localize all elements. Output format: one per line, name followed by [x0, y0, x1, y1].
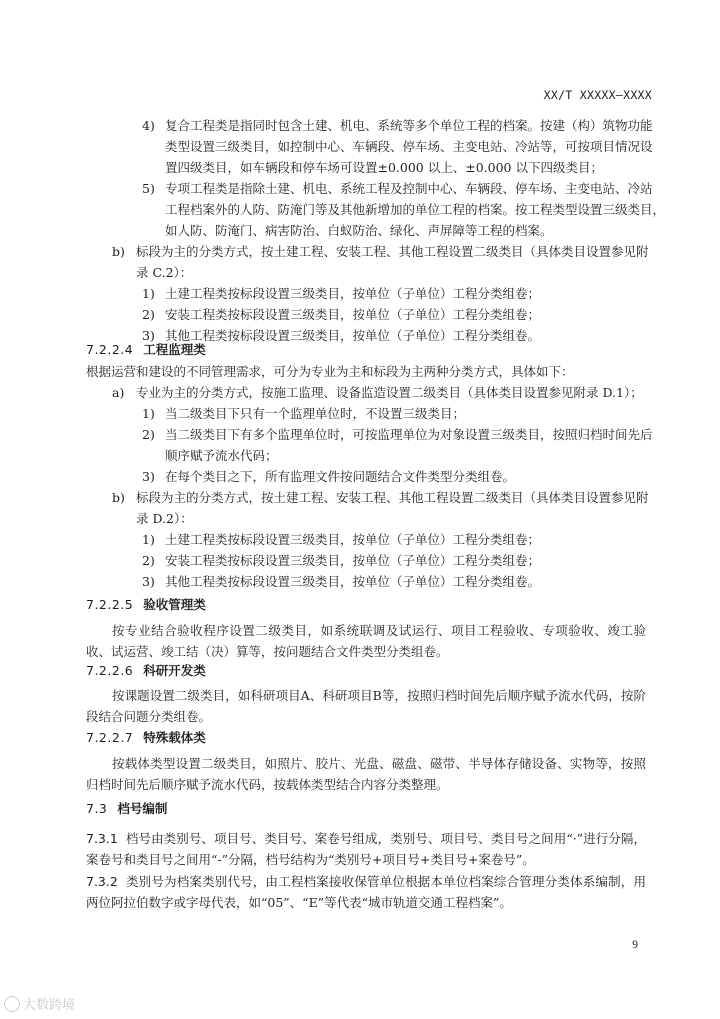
- section-title: 工程监理类: [143, 342, 206, 357]
- paragraph: 根据运营和建设的不同管理需求，可分为专业为主和标段为主两种分类方式，具体如下：: [86, 364, 574, 379]
- section-heading: [86, 339, 206, 360]
- text-line: 专业为主的分类方式，按施工监理、设备监造设置二级类目（具体类目设置参见附录 D.1）；: [136, 385, 643, 400]
- item-number: b): [112, 244, 125, 259]
- logo-icon: [4, 996, 20, 1012]
- text-line: 土建工程类按标段设置三级类目，按单位（子单位）工程分类组卷；: [165, 532, 541, 547]
- standard-code-header: XX/T XXXXX—XXXX: [543, 88, 652, 102]
- text-line: 如人防、防淹门、病害防治、白蚁防治、绿化、声屏障等工程的档案。: [165, 223, 553, 238]
- text-line: 标段为主的分类方式，按土建工程、安装工程、其他工程设置二级类目（具体类目设置参见附: [136, 244, 649, 259]
- section-title: 科研开发类: [143, 663, 206, 678]
- text-line: 其他工程类按标段设置三级类目，按单位（子单位）工程分类组卷。: [165, 574, 541, 589]
- section-heading: [86, 660, 206, 681]
- text-line: 在每个类目之下，所有监理文件按问题结合文件类型分类组卷。: [165, 469, 516, 484]
- item-number: 3): [142, 328, 155, 343]
- section-heading: [86, 798, 167, 819]
- text-line: 土建工程类按标段设置三级类目，按单位（子单位）工程分类组卷；: [165, 286, 541, 301]
- item-number: 5): [142, 181, 155, 196]
- paragraph: 按载体类型设置二级类目，如照片、胶片、光盘、磁盘、磁带、半导体存储设备、实物等，按照归档时间先后顺序赋予流水代码，按载体类型结合内容分类整理。: [86, 756, 646, 792]
- text-line: 当二级类目下有多个监理单位时，可按监理单位为对象设置三级类目，按照归档时间先后: [165, 427, 653, 442]
- text-line: 录 D.2）：: [136, 511, 193, 526]
- item-number: 1): [142, 286, 155, 301]
- section-title: 验收管理类: [143, 597, 206, 612]
- section-heading: [86, 727, 206, 748]
- text-line: 安装工程类按标段设置三级类目，按单位（子单位）工程分类组卷；: [165, 307, 541, 322]
- item-number: 3): [142, 574, 155, 589]
- clause-text: 档号由类别号、项目号、类目号、案卷号组成，类别号、项目号、类目号之间用“·”进行分隔，案卷号和类目号之间用“-”分隔，档号结构为“类别号+项目号+类目号+案卷号”。: [86, 831, 646, 867]
- section-number: 7.2.2.5: [86, 597, 134, 612]
- section-title: 特殊载体类: [143, 730, 206, 745]
- text-line: 顺序赋予流水代码；: [165, 448, 278, 463]
- text-line: 置四级类目，如车辆段和停车场可设置±0.000 以上、±0.000 以下四级类目；: [165, 160, 603, 175]
- section-number: 7.2.2.6: [86, 663, 134, 678]
- text-line: 复合工程类是指同时包含土建、机电、系统等多个单位工程的档案。按建（构）筑物功能: [165, 118, 653, 133]
- section-number: 7.2.2.7: [86, 730, 134, 745]
- paragraph-7-3-2: [86, 872, 646, 913]
- clause-number: 7.3.2: [86, 874, 118, 889]
- item-number: 2): [142, 553, 155, 568]
- clause-text: 类别号为档案类别代号，由工程档案接收保管单位根据本单位档案综合管理分类体系编制，用两位阿拉伯数字或字母代表，如“05”、“E”等代表“城市轨道交通工程档案”。: [86, 874, 646, 910]
- item-number: a): [112, 385, 125, 400]
- paragraph-7-3-1: [86, 829, 646, 870]
- text-line: 安装工程类按标段设置三级类目，按单位（子单位）工程分类组卷；: [165, 553, 541, 568]
- text-line: 其他工程类按标段设置三级类目，按单位（子单位）工程分类组卷。: [165, 328, 541, 343]
- clause-number: 7.3.1: [86, 831, 118, 846]
- item-number: 3): [142, 469, 155, 484]
- section-heading: [86, 594, 206, 615]
- item-number: 1): [142, 532, 155, 547]
- page-number: 9: [632, 939, 638, 951]
- paragraph: 按课题设置二级类目，如科研项目A、科研项目B等，按照归档时间先后顺序赋予流水代码，按阶段结合问题分类组卷。: [86, 688, 646, 724]
- watermark-text: 大数跨境: [23, 998, 76, 1013]
- item-number: b): [112, 490, 125, 505]
- text-line: 录 C.2）：: [136, 265, 193, 280]
- text-line: 当二级类目下只有一个监理单位时，不设置三级类目；: [165, 406, 466, 421]
- item-number: 1): [142, 406, 155, 421]
- section-title: 档号编制: [117, 801, 168, 816]
- section-number: 7.3: [86, 801, 108, 816]
- text-line: 工程档案外的人防、防淹门等及其他新增加的单位工程的档案。按工程类型设置三级类目，: [165, 202, 666, 217]
- text-line: 标段为主的分类方式，按土建工程、安装工程、其他工程设置二级类目（具体类目设置参见附: [136, 490, 649, 505]
- paragraph: 按专业结合验收程序设置二级类目，如系统联调及试运行、项目工程验收、专项验收、竣工验收、试运营、竣工结（决）算等，按问题结合文件类型分类组卷。: [86, 623, 646, 659]
- item-number: 4): [142, 118, 155, 133]
- item-number: 2): [142, 427, 155, 442]
- section-number: 7.2.2.4: [86, 342, 134, 357]
- text-line: 类型设置三级类目，如控制中心、车辆段、停车场、主变电站、冷站等，可按项目情况设: [165, 139, 653, 154]
- item-number: 2): [142, 307, 155, 322]
- watermark: [4, 994, 75, 1013]
- text-line: 专项工程类是指除土建、机电、系统工程及控制中心、车辆段、停车场、主变电站、冷站: [165, 181, 653, 196]
